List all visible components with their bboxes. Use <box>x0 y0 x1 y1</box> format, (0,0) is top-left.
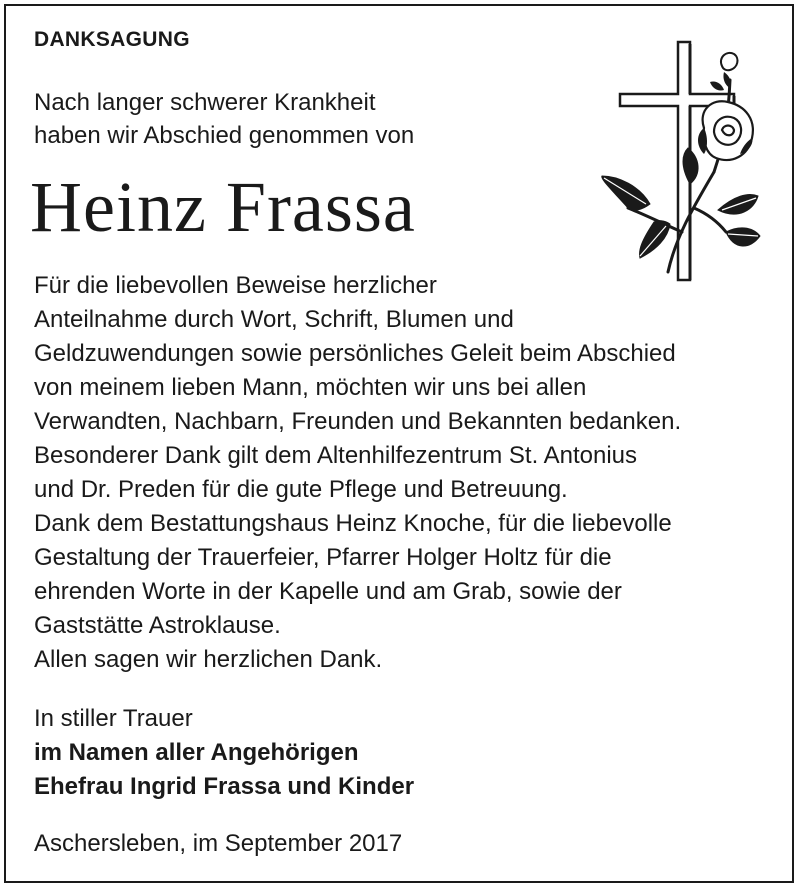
body-line: Geldzuwendungen sowie persönliches Geleit beim Abschied <box>34 340 676 367</box>
body-line: Dank dem Bestattungshaus Heinz Knoche, für die liebevolle <box>34 510 672 537</box>
body-line: Für die liebevollen Beweise herzlicher <box>34 272 437 299</box>
body-line: Allen sagen wir herzlichen Dank. <box>34 646 383 673</box>
intro-line: haben wir Abschied genommen von <box>34 122 415 149</box>
body-line: Anteilnahme durch Wort, Schrift, Blumen und <box>34 306 514 333</box>
cross-with-rose-icon <box>598 36 768 286</box>
body-line: ehrenden Worte in der Kapelle und am Grab, sowie der <box>34 578 622 605</box>
intro-text <box>34 86 414 152</box>
body-line: Gaststätte Astroklause. <box>34 612 281 639</box>
place-date: Aschersleben, im September 2017 <box>34 830 403 857</box>
notice-heading: DANKSAGUNG <box>34 28 190 51</box>
body-line: Gestaltung der Trauerfeier, Pfarrer Holger Holtz für die <box>34 544 612 571</box>
mourning-line: In stiller Trauer <box>34 705 193 732</box>
deceased-name: Heinz Frassa <box>30 167 416 247</box>
body-line: Besonderer Dank gilt dem Altenhilfezentrum St. Antonius <box>34 442 637 469</box>
body-line: von meinem lieben Mann, möchten wir uns bei allen <box>34 374 587 401</box>
thanks-body <box>34 269 681 677</box>
family-line: im Namen aller Angehörigen <box>34 739 359 766</box>
intro-line: Nach langer schwerer Krankheit <box>34 89 376 116</box>
widow-line: Ehefrau Ingrid Frassa und Kinder <box>34 773 415 800</box>
signature-block <box>34 702 414 804</box>
body-line: und Dr. Preden für die gute Pflege und Betreuung. <box>34 476 568 503</box>
body-line: Verwandten, Nachbarn, Freunden und Bekannten bedanken. <box>34 408 682 435</box>
